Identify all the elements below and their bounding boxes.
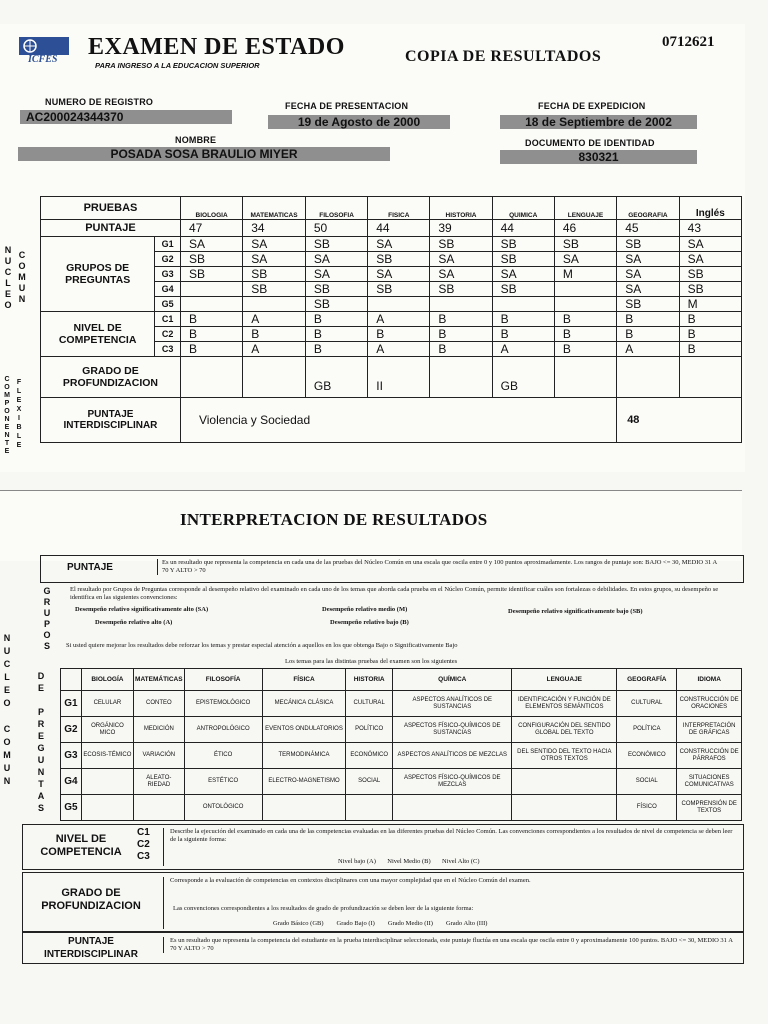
group-row — [41, 237, 742, 252]
score-cell: 43 — [679, 220, 741, 237]
de-preguntas-side-label: D E P R E G U N T A S — [37, 671, 45, 813]
topic-cell: ORGÁNICO MICO — [81, 717, 133, 743]
side-label-comun: C O M U N — [18, 250, 26, 304]
id-document: 830321 — [500, 150, 697, 164]
topics-corner — [61, 669, 82, 691]
competence-result-cell: A — [492, 342, 554, 357]
grade-cell — [554, 357, 616, 398]
group-result-cell — [180, 282, 242, 297]
group-code: G3 — [155, 267, 181, 282]
group-result-cell: M — [679, 297, 741, 312]
topic-row — [61, 691, 742, 717]
puntaje-label: PUNTAJE — [41, 220, 181, 237]
competence-result-cell: B — [368, 327, 430, 342]
topic-cell — [134, 795, 185, 821]
topic-cell: ÉTICO — [184, 743, 262, 769]
competence-result-cell: B — [679, 327, 741, 342]
convention-b: Desempeño relativo bajo (B) — [330, 619, 409, 626]
topic-cell: POLÍTICO — [346, 717, 393, 743]
competence-result-cell: B — [617, 312, 679, 327]
competence-result-cell: B — [679, 342, 741, 357]
test-header: LENGUAJE — [554, 197, 616, 220]
group-result-cell: SA — [243, 237, 306, 252]
topic-header: HISTORIA — [346, 669, 393, 691]
topic-cell: CULTURAL — [617, 691, 677, 717]
group-code: G4 — [155, 282, 181, 297]
topic-cell — [512, 795, 617, 821]
group-result-cell: SA — [492, 267, 554, 282]
group-result-cell: SB — [305, 282, 367, 297]
group-result-cell: SA — [554, 252, 616, 267]
group-result-cell: SB — [430, 237, 492, 252]
group-result-cell: SA — [617, 252, 679, 267]
topic-header: FÍSICA — [262, 669, 346, 691]
topic-cell: IDENTIFICACIÓN Y FUNCIÓN DE ELEMENTOS SEMÁNTICOS — [512, 691, 617, 717]
group-result-cell: SA — [368, 267, 430, 282]
topic-group-code: G1 — [61, 691, 82, 717]
group-result-cell — [430, 297, 492, 312]
grade-cell: II — [368, 357, 430, 398]
grado-conventions — [273, 920, 487, 928]
interdisc-explain-text: Es un resultado que representa la competencia del estudiante en la prueba interdisciplinar seleccionada, este puntaje fluctúa en una escala que oscila entre 0 y aproximadamente 100 puntos. BAJO <= 30, MEDIO 31 A 70 Y ALTO > 70 — [163, 937, 740, 953]
competence-result-cell: B — [180, 327, 242, 342]
topic-cell: SITUACIONES COMUNICATIVAS — [677, 769, 742, 795]
group-result-cell: SA — [679, 237, 741, 252]
competence-result-cell: B — [554, 327, 616, 342]
competence-result-cell: B — [430, 342, 492, 357]
grade-cell — [243, 357, 306, 398]
group-result-cell: SB — [180, 252, 242, 267]
competence-row — [41, 312, 742, 327]
group-result-cell: SB — [617, 237, 679, 252]
competence-code: C1 — [155, 312, 181, 327]
test-header: FILOSOFIA — [305, 197, 367, 220]
competence-result-cell: B — [305, 327, 367, 342]
topic-cell — [262, 795, 346, 821]
topic-header: LENGUAJE — [512, 669, 617, 691]
interdisc-explain-row — [22, 932, 744, 964]
topic-cell: CONSTRUCCIÓN DE PÁRRAFOS — [677, 743, 742, 769]
group-result-cell — [368, 297, 430, 312]
grade-cell — [430, 357, 492, 398]
score-cell: 34 — [243, 220, 306, 237]
convention-a: Desempeño relativo alto (A) — [95, 619, 173, 626]
topic-cell: FÍSICO — [617, 795, 677, 821]
topic-cell: MEDICIÓN — [134, 717, 185, 743]
group-result-cell: SA — [617, 267, 679, 282]
nivel-code: C1 — [137, 827, 150, 838]
test-header: Inglés — [679, 197, 741, 220]
exam-title: EXAMEN DE ESTADO — [88, 34, 345, 60]
grade-cell — [617, 357, 679, 398]
competence-block — [41, 312, 742, 357]
competence-result-cell: B — [243, 327, 306, 342]
score-cell: 50 — [305, 220, 367, 237]
group-result-cell: SB — [305, 297, 367, 312]
group-result-cell: SA — [430, 267, 492, 282]
group-result-cell: M — [554, 267, 616, 282]
test-header: FISICA — [368, 197, 430, 220]
nivel-code: C2 — [137, 839, 150, 850]
topic-row — [61, 743, 742, 769]
presentation-date: 19 de Agosto de 2000 — [268, 115, 450, 129]
topic-group-code: G2 — [61, 717, 82, 743]
group-result-cell: SB — [492, 237, 554, 252]
topic-cell: INTERPRETACIÓN DE GRÁFICAS — [677, 717, 742, 743]
topic-cell — [512, 769, 617, 795]
test-header: GEOGRAFIA — [617, 197, 679, 220]
topics-intro: Los temas para las distintas pruebas del examen son los siguientes — [285, 658, 458, 665]
score-cell: 45 — [617, 220, 679, 237]
competence-result-cell: A — [243, 342, 306, 357]
grado-conv: Grado Bajo (I) — [336, 920, 375, 927]
competence-result-cell: B — [492, 312, 554, 327]
group-result-cell: SB — [617, 297, 679, 312]
competence-result-cell: B — [305, 342, 367, 357]
grado-label: GRADO DE PROFUNDIZACION — [41, 357, 181, 398]
test-header: MATEMATICAS — [243, 197, 306, 220]
topic-header: QUÍMICA — [393, 669, 512, 691]
topic-cell: VARIACIÓN — [134, 743, 185, 769]
topic-cell: ONTOLÓGICO — [184, 795, 262, 821]
group-result-cell: SA — [180, 237, 242, 252]
topic-row — [61, 769, 742, 795]
improve-text: Si usted quiere mejorar los resultados debe reforzar los temas y prestar especial atención a aquellos en los que obtenga Bajo o Significativamente Bajo — [66, 642, 458, 649]
topic-cell — [393, 795, 512, 821]
interdisc-explain-label: PUNTAJE INTERDISCIPLINAR — [44, 936, 138, 960]
grado-conv: Grado Básico (GB) — [273, 920, 324, 927]
group-result-cell: SA — [617, 282, 679, 297]
grupos-label: GRUPOS DE PREGUNTAS — [41, 237, 155, 312]
topic-cell: POLÍTICA — [617, 717, 677, 743]
topic-cell — [81, 769, 133, 795]
registration-number: AC200024344370 — [20, 110, 232, 124]
topic-cell: EPISTEMOLÓGICO — [184, 691, 262, 717]
group-code: G1 — [155, 237, 181, 252]
grade-cell — [180, 357, 242, 398]
topic-group-code: G4 — [61, 769, 82, 795]
presentation-date-label: FECHA DE PRESENTACION — [285, 101, 409, 111]
grado-conv: Grado Alto (III) — [445, 920, 488, 927]
group-result-cell: SB — [492, 282, 554, 297]
competence-result-cell: A — [368, 312, 430, 327]
topic-cell: ASPECTOS ANALÍTICOS DE MEZCLAS — [393, 743, 512, 769]
logo-text: ICFES — [28, 54, 58, 65]
topic-cell: ASPECTOS FÍSICO-QUÍMICOS DE MEZCLAS — [393, 769, 512, 795]
topic-cell — [81, 795, 133, 821]
topics-table — [60, 668, 742, 821]
nivel-conv: Nivel bajo (A) — [338, 858, 376, 865]
group-result-cell: SB — [368, 282, 430, 297]
group-code: G2 — [155, 252, 181, 267]
group-result-cell — [554, 282, 616, 297]
score-cell: 44 — [368, 220, 430, 237]
group-result-cell: SA — [305, 267, 367, 282]
exam-subtitle: PARA INGRESO A LA EDUCACION SUPERIOR — [95, 61, 260, 70]
topic-header: BIOLOGÍA — [81, 669, 133, 691]
group-result-cell: SA — [679, 252, 741, 267]
group-result-cell: SB — [679, 282, 741, 297]
puntaje-explain-text: Es un resultado que representa la competencia en cada una de las pruebas del Núcleo Común en una escala que oscila entre 0 y 100 puntos aproximadamente. Los rangos de puntaje son: BAJO <= 30, MEDIO 31 A 70 Y ALTO > 70 — [157, 559, 722, 575]
topic-cell: COMPRENSIÓN DE TEXTOS — [677, 795, 742, 821]
topics-body — [61, 691, 742, 821]
pruebas-label: PRUEBAS — [41, 197, 181, 220]
topic-cell: CONTEO — [134, 691, 185, 717]
groups-block — [41, 237, 742, 312]
issue-date-label: FECHA DE EXPEDICION — [538, 101, 646, 111]
competence-result-cell: B — [679, 312, 741, 327]
topic-cell: ECONÓMICO — [346, 743, 393, 769]
interdisc-label: PUNTAJE INTERDISCIPLINAR — [41, 398, 181, 443]
group-result-cell: SB — [243, 282, 306, 297]
group-result-cell: SA — [368, 237, 430, 252]
nivel-explain-label: NIVEL DE COMPETENCIA — [40, 833, 122, 858]
topic-header: MATEMÁTICAS — [134, 669, 185, 691]
topic-row — [61, 795, 742, 821]
topic-cell: CONFIGURACIÓN DEL SENTIDO GLOBAL DEL TEXTO — [512, 717, 617, 743]
icfes-logo — [18, 36, 70, 66]
topic-cell — [346, 795, 393, 821]
puntaje-explain-row — [40, 555, 744, 583]
id-document-label: DOCUMENTO DE IDENTIDAD — [525, 138, 655, 148]
interdisc-score: 48 — [617, 398, 742, 443]
topic-cell: ASPECTOS ANALÍTICOS DE SUSTANCIAS — [393, 691, 512, 717]
side-label-componente: C O M P O N E N T E — [4, 376, 10, 455]
topic-cell: ALEATO-RIEDAD — [134, 769, 185, 795]
interpretation-title: INTERPRETACION DE RESULTADOS — [180, 510, 488, 529]
topic-cell: ECOSIS-TÉMICO — [81, 743, 133, 769]
topic-cell: ASPECTOS FÍSICO-QUÍMICOS DE SUSTANCIAS — [393, 717, 512, 743]
nivel-explain-text: Describe la ejecución del examinado en cada una de las competencias evaluadas en las diferentes pruebas del Núcleo Común. Las convenciones correspondientes a los resultados de nivel de competencia se deben leer de la siguiente forma: — [163, 828, 740, 866]
grado-explain-text: Corresponde a la evaluación de competencias en contextos disciplinares con una mayor complejidad que en el Núcleo Común del examen. — [163, 877, 740, 929]
grado-explain-row — [22, 872, 744, 932]
topic-cell: ECONÓMICO — [617, 743, 677, 769]
competence-result-cell: B — [305, 312, 367, 327]
group-code: G5 — [155, 297, 181, 312]
group-result-cell: SB — [492, 252, 554, 267]
competence-result-cell: B — [554, 342, 616, 357]
nivel-label: NIVEL DE COMPETENCIA — [41, 312, 155, 357]
copy-title: COPIA DE RESULTADOS — [405, 48, 602, 65]
test-header: BIOLOGIA — [180, 197, 242, 220]
serial-number: 0712621 — [662, 34, 715, 50]
score-cell: 46 — [554, 220, 616, 237]
registration-number-label: NUMERO DE REGISTRO — [45, 97, 154, 107]
name-label: NOMBRE — [175, 135, 217, 145]
nivel-code: C3 — [137, 851, 150, 862]
issue-date: 18 de Septiembre de 2002 — [500, 115, 697, 129]
topic-cell: CONSTRUCCIÓN DE ORACIONES — [677, 691, 742, 717]
competence-result-cell: B — [492, 327, 554, 342]
competence-result-cell: B — [554, 312, 616, 327]
nivel-conv: Nivel Medio (B) — [387, 858, 431, 865]
topic-cell: MECÁNICA CLÁSICA — [262, 691, 346, 717]
topic-cell: CULTURAL — [346, 691, 393, 717]
grado-explain-label: GRADO DE PROFUNDIZACION — [41, 887, 141, 912]
convention-sb: Desempeño relativo significativamente bajo (SB) — [508, 608, 643, 615]
topic-group-code: G3 — [61, 743, 82, 769]
topic-cell: TERMODINÁMICA — [262, 743, 346, 769]
group-result-cell — [180, 297, 242, 312]
grado-conv: Grado Medio (II) — [387, 920, 433, 927]
competence-result-cell: A — [368, 342, 430, 357]
score-cell: 44 — [492, 220, 554, 237]
interdisc-name: Violencia y Sociedad — [180, 398, 616, 443]
nivel-conventions — [338, 858, 480, 866]
topic-row — [61, 717, 742, 743]
competence-result-cell: B — [180, 342, 242, 357]
topic-cell: ESTÉTICO — [184, 769, 262, 795]
group-result-cell: SB — [430, 282, 492, 297]
score-cell: 39 — [430, 220, 492, 237]
topic-cell: SOCIAL — [617, 769, 677, 795]
competence-result-cell: B — [617, 327, 679, 342]
group-result-cell: SA — [243, 252, 306, 267]
topic-cell: EVENTOS ONDULATORIOS — [262, 717, 346, 743]
test-header: QUIMICA — [492, 197, 554, 220]
results-table — [40, 196, 742, 443]
competence-result-cell: A — [243, 312, 306, 327]
competence-code: C2 — [155, 327, 181, 342]
topic-header: GEOGRAFÍA — [617, 669, 677, 691]
side-label-nucleo: N U C L E O — [4, 245, 12, 310]
puntaje-explain-label: PUNTAJE — [67, 562, 113, 573]
group-result-cell — [243, 297, 306, 312]
student-name: POSADA SOSA BRAULIO MIYER — [18, 147, 390, 161]
group-result-cell: SB — [368, 252, 430, 267]
score-cell: 47 — [180, 220, 242, 237]
group-result-cell: SB — [180, 267, 242, 282]
grupos-explain-text: El resultado por Grupos de Preguntas corresponde al desempeño relativo del examinado en cada uno de los temas que aborda cada prueba en el Núcleo Común, permite identificar cuáles son fortalezas o debilidades. En estos grupos, su desempeño se identifica en las siguientes convenciones: — [70, 586, 719, 601]
grade-cell: GB — [305, 357, 367, 398]
competence-result-cell: B — [430, 312, 492, 327]
topic-cell: SOCIAL — [346, 769, 393, 795]
nivel-explain-row — [22, 824, 744, 870]
topic-group-code: G5 — [61, 795, 82, 821]
topic-header: FILOSOFÍA — [184, 669, 262, 691]
grade-cell — [679, 357, 741, 398]
group-result-cell: SA — [430, 252, 492, 267]
topic-cell: DEL SENTIDO DEL TEXTO HACIA OTROS TEXTOS — [512, 743, 617, 769]
grade-cell: GB — [492, 357, 554, 398]
nivel-codes — [137, 827, 150, 863]
competence-result-cell: A — [617, 342, 679, 357]
topic-cell: CELULAR — [81, 691, 133, 717]
group-result-cell: SB — [305, 237, 367, 252]
group-result-cell: SB — [679, 267, 741, 282]
nivel-conv: Nivel Alto (C) — [441, 858, 480, 865]
group-result-cell: SB — [243, 267, 306, 282]
convention-sa: Desempeño relativo significativamente alto (SA) — [75, 606, 209, 613]
nucleo-side-label: N U C L E O C O M U N — [3, 633, 11, 786]
side-label-flexible: F L E X I B L E — [16, 379, 22, 449]
test-header: HISTORIA — [430, 197, 492, 220]
grupos-side-label: G R U P O S — [43, 586, 51, 651]
competence-result-cell: B — [180, 312, 242, 327]
topic-cell: ELECTRO-MAGNETISMO — [262, 769, 346, 795]
competence-result-cell: B — [430, 327, 492, 342]
topic-header: IDIOMA — [677, 669, 742, 691]
group-result-cell — [492, 297, 554, 312]
group-result-cell — [554, 297, 616, 312]
convention-m: Desempeño relativo medio (M) — [322, 606, 408, 613]
group-result-cell: SA — [305, 252, 367, 267]
topic-cell: ANTROPOLÓGICO — [184, 717, 262, 743]
group-result-cell: SB — [554, 237, 616, 252]
grado-explain-text2: Las convenciones correspondientes a los resultados de grado de profundización se deben leer de la siguiente forma: — [173, 905, 474, 912]
competence-code: C3 — [155, 342, 181, 357]
